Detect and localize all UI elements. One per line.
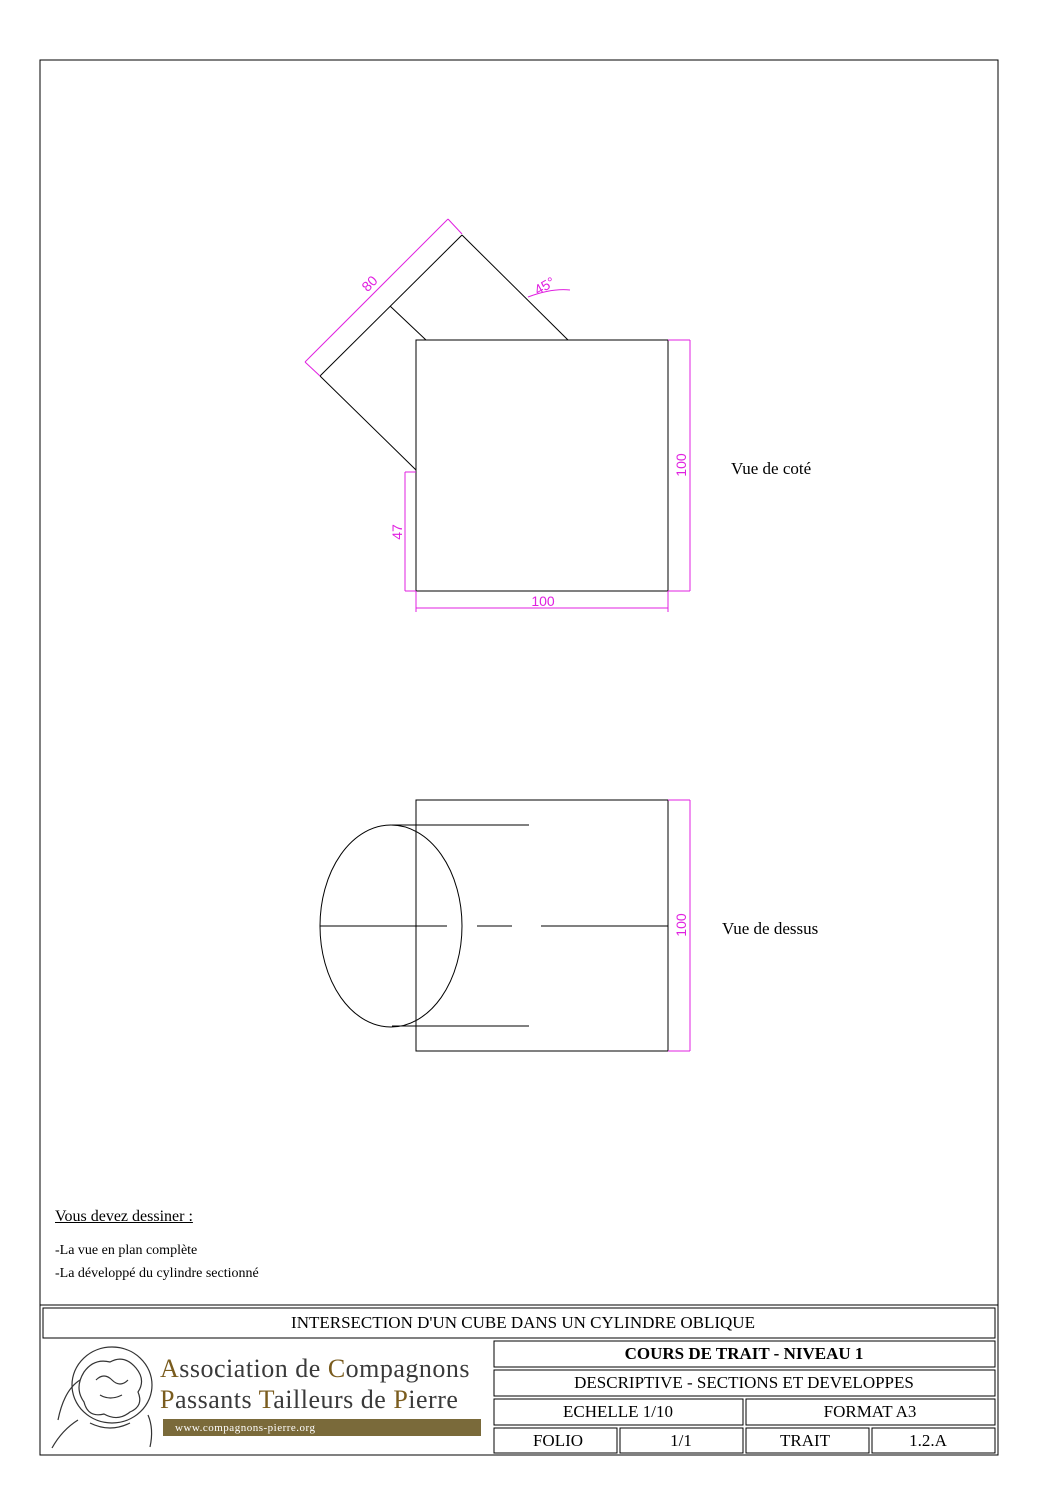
dim-width-label: 100	[531, 593, 555, 609]
logo-line2-e: P	[393, 1385, 409, 1414]
type-label: TRAIT	[779, 1431, 831, 1450]
logo-url: www.compagnons-pierre.org	[175, 1422, 316, 1434]
instruction-item: -La développé du cylindre sectionné	[55, 1266, 259, 1281]
logo-line2-f: ierre	[408, 1385, 459, 1414]
subject: DESCRIPTIVE - SECTIONS ET DEVELOPPES	[574, 1373, 914, 1392]
cube-side	[416, 340, 668, 591]
cylinder-top-lines	[320, 825, 668, 1026]
top-view	[320, 800, 818, 1051]
oblique-cylinder-side	[320, 235, 568, 470]
logo-line1-b: ssociation de	[179, 1354, 328, 1383]
title-block	[40, 1305, 998, 1453]
svg-text:Association de Compagnons	[160, 1354, 470, 1383]
side-view	[305, 219, 811, 612]
logo-line2-b: assants	[174, 1385, 259, 1414]
logo-emblem-icon	[52, 1347, 152, 1448]
side-view-label: Vue de coté	[731, 459, 812, 478]
instructions-title: Vous devez dessiner :	[55, 1208, 193, 1225]
logo-line2-a: P	[160, 1385, 175, 1414]
folio-value: 1/1	[670, 1431, 692, 1450]
dim-offset-label: 47	[389, 524, 405, 540]
drawing-title: INTERSECTION D'UN CUBE DANS UN CYLINDRE OBLIQUE	[291, 1313, 755, 1332]
dim-offset-side	[405, 472, 416, 591]
logo-line1-c: C	[327, 1354, 346, 1383]
format: FORMAT A3	[823, 1402, 917, 1421]
svg-text:Passants Tailleurs de Pierre	[160, 1385, 458, 1414]
logo-line1-a: A	[160, 1354, 180, 1383]
course-level: COURS DE TRAIT - NIVEAU 1	[624, 1344, 864, 1363]
instruction-item: -La vue en plan complète	[55, 1243, 198, 1258]
dim-length-side	[305, 219, 462, 376]
association-logo	[52, 1347, 481, 1448]
scale: ECHELLE 1/10	[562, 1402, 674, 1421]
logo-line1-d: ompagnons	[345, 1354, 471, 1383]
logo-line2-d: ailleurs de	[273, 1385, 394, 1414]
type-value: 1.2.A	[909, 1431, 947, 1450]
dim-height-label: 100	[673, 453, 689, 477]
top-view-label: Vue de dessus	[722, 919, 819, 938]
folio-label: FOLIO	[532, 1431, 584, 1450]
dim-height-top-label: 100	[673, 913, 689, 937]
logo-line2-c: T	[258, 1385, 274, 1414]
dim-angle-label: 45°	[531, 273, 558, 298]
dim-length-label: 80	[358, 272, 381, 295]
